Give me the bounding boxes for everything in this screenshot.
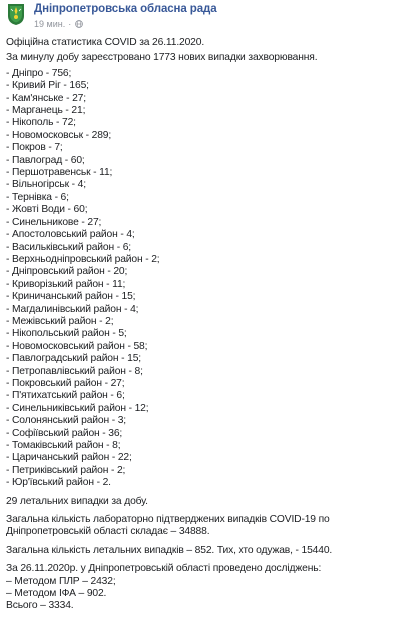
globe-icon[interactable]	[75, 20, 83, 28]
list-item: - Покровський район - 27;	[6, 377, 125, 389]
meta-separator: ·	[68, 19, 72, 29]
list-item: - Петропавлівський район - 8;	[6, 365, 143, 377]
deaths-day: 29 летальних випадки за добу.	[6, 495, 148, 507]
list-item: - Томаківський район - 8;	[6, 440, 121, 451]
list-item: - Новомосковськ - 289;	[6, 129, 112, 141]
list-item: - Апостоловський район - 4;	[6, 229, 135, 241]
post-body	[6, 37, 398, 613]
list-item: - Новомосковський район - 58;	[6, 340, 148, 352]
post-header	[0, 0, 404, 36]
tests-pcr: – Методом ПЛР – 2432;	[6, 575, 116, 587]
list-item: - П'ятихатський район - 6;	[6, 390, 125, 402]
page-avatar[interactable]	[6, 2, 26, 26]
post-intro: За минулу добу зареєстровано 1773 нових випадки захворювання.	[6, 52, 318, 64]
list-item: - Магдалинівський район - 4;	[6, 303, 139, 315]
list-item: - Верхньодніпровський район - 2;	[6, 253, 160, 265]
list-item: - Нікополь - 72;	[6, 117, 76, 129]
list-item: - Тернівка - 6;	[6, 191, 69, 203]
list-item: - Межівський район - 2;	[6, 315, 114, 327]
cases-list	[6, 68, 398, 490]
total-confirmed: Загальна кількість лабораторно підтверджених випадків COVID-19 по Дніпропетровській області складає – 34888.	[6, 514, 330, 538]
list-item: - Криничанський район - 15;	[6, 291, 136, 303]
post-timestamp[interactable]: 19 мин.	[34, 19, 66, 29]
list-item: - Царичанський район - 22;	[6, 452, 132, 464]
list-item: - Солонянський район - 3;	[6, 415, 127, 427]
tests-intro: За 26.11.2020р. у Дніпропетровській області проведено досліджень:	[6, 563, 322, 575]
list-item: - Дніпро - 756;	[6, 67, 72, 79]
list-item: - Дніпровський район - 20;	[6, 266, 128, 278]
list-item: - Софіївський район - 36;	[6, 427, 123, 439]
list-item: - Кривий Ріг - 165;	[6, 80, 89, 92]
list-item: - Нікопольський район - 5;	[6, 328, 127, 340]
list-item: - Покров - 7;	[6, 142, 63, 154]
post-meta	[34, 19, 83, 29]
list-item: - Вільногірськ - 4;	[6, 179, 86, 191]
list-item: - Петриківський район - 2;	[6, 464, 126, 476]
list-item: - Криворізький район - 11;	[6, 278, 126, 290]
list-item: - Юр'ївський район - 2.	[6, 477, 111, 489]
tests-total: Всього – 3334.	[6, 600, 74, 612]
coat-of-arms-icon	[6, 2, 26, 26]
list-item: - Павлоград - 60;	[6, 154, 85, 166]
page-name-link[interactable]: Дніпропетровська обласна рада	[34, 3, 217, 15]
list-item: - Павлоградський район - 15;	[6, 353, 141, 365]
list-item: - Васильківський район - 6;	[6, 241, 131, 253]
total-deaths: Загальна кількість летальних випадків – 852. Тих, хто одужав, - 15440.	[6, 544, 333, 556]
list-item: - Синельникове - 27;	[6, 216, 102, 228]
list-item: - Синельниківський район - 12;	[6, 402, 149, 414]
post-title: Офіційна статистика COVID за 26.11.2020.	[6, 37, 205, 48]
list-item: - Марганець - 21;	[6, 105, 86, 117]
list-item: - Жовті Води - 60;	[6, 204, 88, 216]
list-item: - Першотравенськ - 11;	[6, 167, 113, 179]
list-item: - Кам'янське - 27;	[6, 92, 86, 104]
tests-ifa: – Методом ІФА – 902.	[6, 588, 107, 600]
